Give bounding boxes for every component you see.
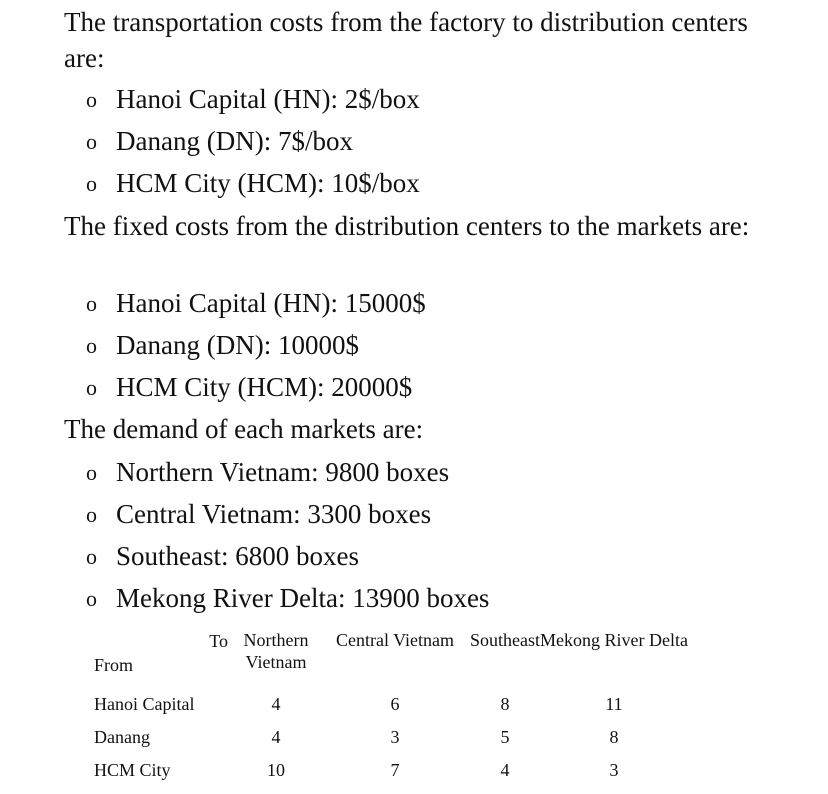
list-item: o HCM City (HCM): 20000$ <box>86 366 426 408</box>
table-cell: 3 <box>609 759 619 780</box>
row-label: HCM City <box>94 759 171 780</box>
table-cell: 6 <box>390 693 400 714</box>
table-row <box>86 720 688 753</box>
list-item: o Danang (DN): 10000$ <box>86 324 426 366</box>
table-header-row <box>86 626 688 687</box>
table-row <box>86 753 688 786</box>
bullet-icon: o <box>86 291 97 316</box>
table-cell: 10 <box>267 759 285 780</box>
bullet-icon: o <box>86 502 97 527</box>
corner-from-label: From <box>94 655 134 675</box>
fixed-costs-list <box>86 282 426 408</box>
column-header: Southeast <box>470 630 540 650</box>
table-cell: 3 <box>390 726 400 747</box>
bullet-icon: o <box>86 375 97 400</box>
transport-costs-intro: The transportation costs from the factory to distribution centers are: <box>64 7 748 73</box>
fixed-costs-intro: The fixed costs from the distribution centers to the markets are: <box>64 211 750 241</box>
column-header: Central Vietnam <box>335 630 455 650</box>
list-item: o Southeast: 6800 boxes <box>86 535 489 577</box>
column-header: Mekong River Delta <box>540 630 688 650</box>
table-row <box>86 687 688 720</box>
table-cell: 4 <box>271 726 281 747</box>
corner-to-label: To <box>209 631 228 651</box>
demand-list <box>86 451 489 619</box>
list-item: o Hanoi Capital (HN): 2$/box <box>86 78 420 120</box>
unit-cost-table <box>86 626 688 786</box>
table-cell: 4 <box>500 759 510 780</box>
column-header: Northern Vietnam <box>243 630 309 672</box>
bullet-icon: o <box>86 171 97 196</box>
list-item: o HCM City (HCM): 10$/box <box>86 162 420 204</box>
table-corner <box>86 626 232 687</box>
table-cell: 8 <box>609 726 619 747</box>
list-item: o Northern Vietnam: 9800 boxes <box>86 451 489 493</box>
list-item: o Central Vietnam: 3300 boxes <box>86 493 489 535</box>
bullet-icon: o <box>86 544 97 569</box>
table-cell: 4 <box>271 693 281 714</box>
row-label: Hanoi Capital <box>94 693 195 714</box>
demand-intro: The demand of each markets are: <box>64 414 424 444</box>
table-cell: 11 <box>605 693 623 714</box>
bullet-icon: o <box>86 586 97 611</box>
table-cell: 7 <box>390 759 400 780</box>
bullet-icon: o <box>86 333 97 358</box>
row-label: Danang <box>94 726 150 747</box>
list-item: o Danang (DN): 7$/box <box>86 120 420 162</box>
list-item: o Hanoi Capital (HN): 15000$ <box>86 282 426 324</box>
table-cell: 5 <box>500 726 510 747</box>
list-item: o Mekong River Delta: 13900 boxes <box>86 577 489 619</box>
bullet-icon: o <box>86 460 97 485</box>
bullet-icon: o <box>86 129 97 154</box>
bullet-icon: o <box>86 87 97 112</box>
table-cell: 8 <box>500 693 510 714</box>
transport-costs-list <box>86 78 420 204</box>
